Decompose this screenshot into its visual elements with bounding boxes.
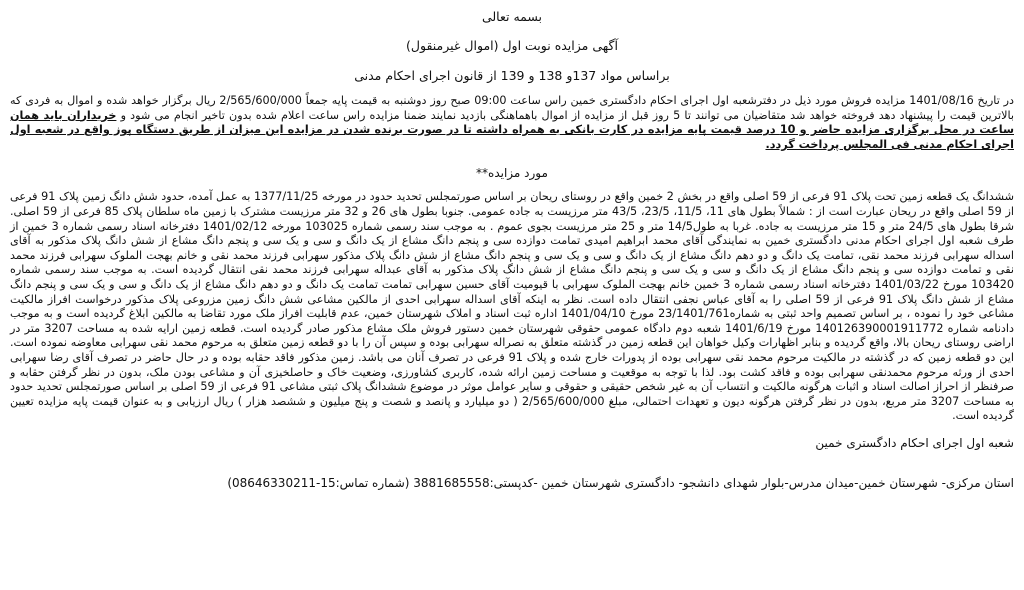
auction-item-description: ششدانگ یک قطعه زمین تحت پلاک 91 فرعی از 59 اصلی واقع در بخش 2 خمین واقع در روستای ریحان بر اساس صورتمجلس تحدید حدود در مورخه 1377/11/25 به عمل آمده، حدود شش دانگ زمین پلاک 91 فرعی از 59 اصلی واقع در ریحان عبارت است از : شمالاً بطول های 11، 11/5، 23/5، 43/5 متر مرزیست به جاده عمومی. جنوبا بطول های 26 و 32 متر مرزیست مشترک با زمین ماه سلطان پلاک 85 فرعی از 59 اصلی. شرقا بطول های 24/5 متر و 15 متر مرزیست به جاده. غربا به طول14/5 متر و 25 متر مرزیست بجوی عموم . به موجب سند رسمی شماره 103025 مورخه 1401/02/12 دفترخانه اسناد رسمی شماره 3 خمین از طرف شعبه اول اجرای احکام مدنی دادگستری خمین به نمایندگی آقای محمد ابراهیم امیدی تمامت دوازده سی و پنجم دانگ مشاع از یک دانگ و سی و یک سی و پنجم دانگ مشاع از شش دانگ پلاک مذکور به آقای اسداله سهرابی فرزند محمد نقی، تمامت یک دانگ و دو دهم دانگ مشاع از یک دانگ و سی و یک سی و پنجم دانگ مشاع از شش دانگ پلاک مذکور سهرابی فرزند محمد نقی و خانم بهجت الملوک سهرابی فرزند محمد نقی و تمامت دوازده سی و پنجم دانگ مشاع از یک دانگ و سی و یک سی و پنجم دانگ مشاع از شش دانگ پلاک مذکور به آقای عبداله سهرابی فرزند محمد نقی انتقال گردیده است. به موجب سند رسمی شماره 103420 مورخ 1401/03/22 دفترخانه اسناد رسمی شماره 3 خمین خانم بهجت الملوک سهرابی با قیومیت آقای حسین سهرابی تمامت تمامت یک دانگ و دو دهم دانگ مشاع از یک دانگ و سی و یک سی و پنجم دانگ مشاع از شش دانگ پلاک 91 فرعی از 59 اصلی را به آقای عباس نجفی انتقال داده است. نظر به اینکه آقای اسداله سهرابی احدی از مالکین مشاعی شش دانگ زمین مزروعی پلاک مذکور درخواست افراز مالکیت مشاعی خود را نموده ، بر اساس تصمیم واحد ثبتی به شماره23/1401/761 مورخ 1401/04/10 اداره ثبت اسناد و املاک شهرستان خمین، عدم قابلیت افراز ملک مورد تقاضا به مالکین ابلاغ گردیده است و به موجب دادنامه شماره 140126390001911772 مورخ 1401/6/19 شعبه دوم دادگاه عمومی حقوقی شهرستان خمین دستور فروش ملک مشاع مذکور صادر گردیده است. قطعه زمین ارایه شده به مساحت 3207 متر در اراضی روستای ریحان بالا، واقع گردیده و بنابر اظهارات وکیل خواهان این قطعه زمین در گذشته متعلق به نصراله سهرابی بوده و سپس آن را با دو قطعه زمین متعلق به مرحوم محمد نقی سهرابی معاوضه نموده است. این دو قطعه زمین که در گذشته در مالکیت مرحوم محمد نقی سهرابی بوده از پدورات خارج شده و پلاک 91 فرعی در تصرف آنان می باشد. زمین مذکور فاقد حقابه بوده و در حال حاضر در تصرف آقای رضا سهرابی احدی از ورثه مرحوم محمدنقی سهرابی بوده و فاقد کشت بود. لذا با توجه به موقعیت و مساحت زمین ارائه شده، کاربری کشاورزی، وضعیت خاک و حاصلخیزی آن و مشاعی بودن ملک، بدون در نظر گرفتن حقابه و صرفنظر از احراز اصالت اسناد و اثبات هرگونه مالکیت و انتساب آن به غیر شخص حقیقی و حقوقی و سایر عوامل موثر در موضوع ششدانگ پلاک ثبتی مشاعی 91 فرعی از 59 اصلی بر اساس صورتمجلس تحدید حدود به مساحت 3207 متر مربع، بدون در نظر گرفتن هرگونه دیون و تعهدات احتمالی، مبلغ 2/565/600/000 ( دو میلیارد و پانصد و شصت و پنج میلیون و ششصد هزار ) ریال ارزیابی و به عنوان قیمت پایه مزایده تعیین گردیده است. (10, 190, 1015, 423)
notice-title: آگهی مزایده نوبت اول (اموال غیرمنقول) (406, 38, 618, 53)
intro-paragraph (10, 94, 1014, 152)
address: استان مرکزی- شهرستان خمین-میدان مدرس-بلوار شهدای دانشجو- دادگستری شهرستان خمین -کدپستی:3881685558 (شماره تماس:15-08646330211) (227, 475, 1014, 490)
intro-bold-text: خریداران باید همان ساعت در محل برگزاری مزایده حاضر و 10 درصد قیمت پایه مزایده در کارت بانکی به همراه داشته تا در صورت برنده شدن در مزایده این میزان از طریق دستگاه پوز واقع در شعبه اول اجرای احکام مدنی فی المجلس پرداخت گردد. (10, 108, 1014, 151)
basmala: بسمه تعالی (481, 9, 543, 24)
section-title: مورد مزایده** (476, 166, 548, 181)
signer: شعبه اول اجرای احکام دادگستری خمین (815, 435, 1014, 450)
legal-basis: براساس مواد 137و 138 و 139 از قانون اجرای احکام مدنی (354, 68, 670, 83)
intro-text: در تاریخ 1401/08/16 مزایده فروش مورد ذیل در دفترشعبه اول اجرای احکام دادگستری خمین راس ساعت 09:00 صبح روز دوشنبه به قیمت پایه جمعاً 2/565/600/000 ریال برگزار خواهد شده و اموال به فردی که بالاترین قیمت را پیشنهاد دهد فروخته خواهد شد متقاضیان می توانند تا 5 روز قبل از مزایده از اموال باهماهنگی بازدید نمایند ضمنا مزایده راس ساعت اعلام شده بدون تاخیر انجام می شود و (10, 94, 1014, 122)
